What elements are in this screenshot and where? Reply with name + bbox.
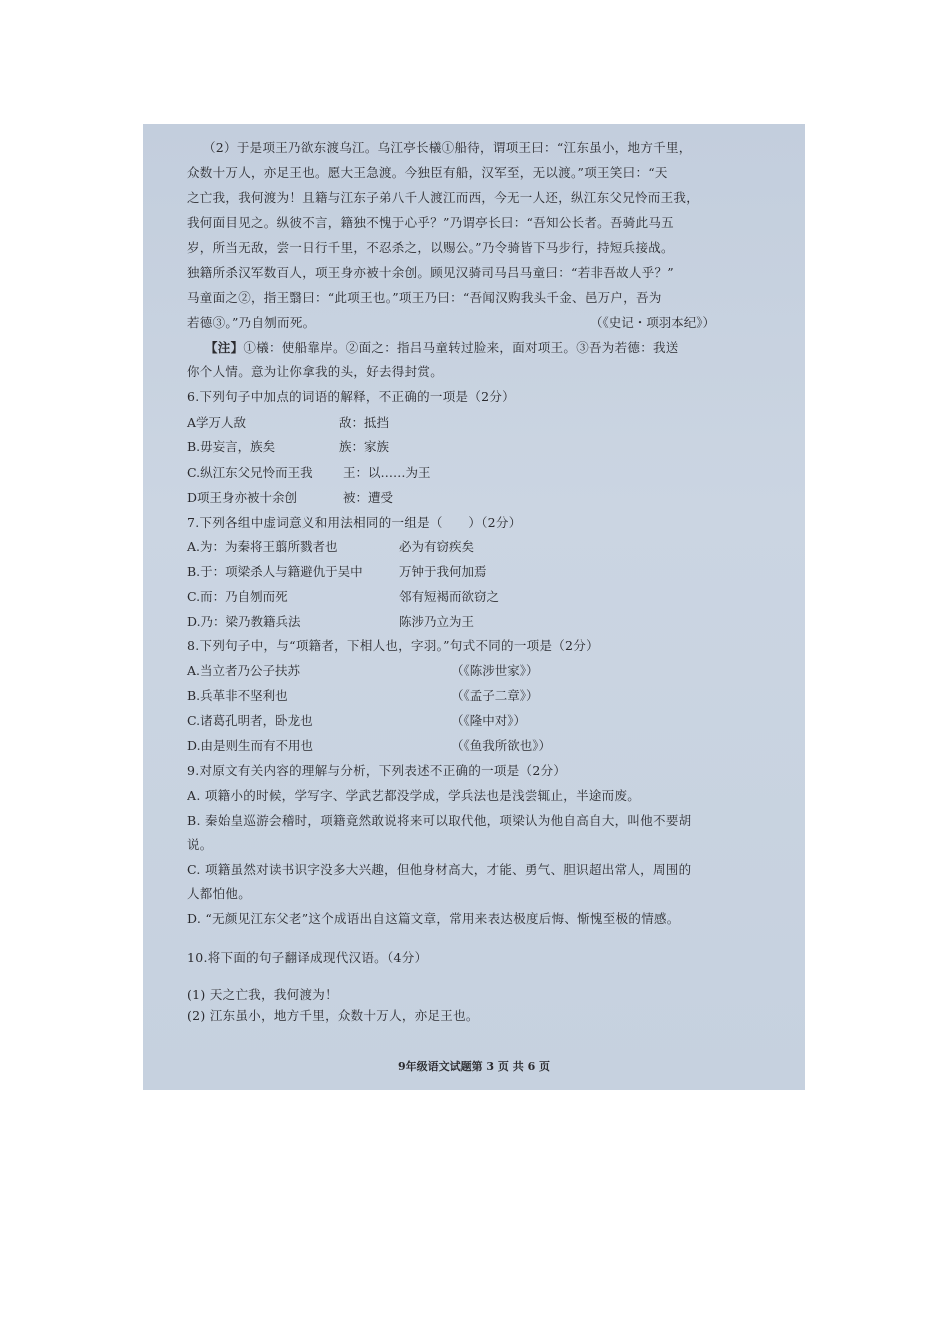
note-label: 【注】	[205, 340, 244, 355]
q6-option-a: A学万人敌	[187, 415, 247, 430]
q9-option-b: B. 秦始皇巡游会稽时，项籍竟然敢说将来可以取代他，项梁认为他自高自大，叫他不要胡	[187, 813, 692, 828]
q8-option-d: D.由是则生而有不用也	[187, 738, 314, 753]
q9-option-d: D. “无颜见江东父老”这个成语出自这篇文章，常用来表达极度后悔、惭愧至极的情感。	[187, 911, 680, 926]
q9-option-a: A. 项籍小的时候，学写字、学武艺都没学成，学兵法也是浅尝辄止，半途而废。	[187, 788, 641, 803]
passage-line: 马童面之②，指王翳曰：“此项王也。”项王乃曰：“吾闻汉购我头千金、邑万户，吾为	[187, 290, 662, 305]
q8-option-b: B.兵革非不坚利也	[187, 688, 288, 703]
passage-line: 若德③。”乃自刎而死。	[187, 315, 316, 330]
q10-sentence-1: (1) 天之亡我，我何渡为！	[187, 987, 338, 1002]
q6-stem: 6.下列句子中加点的词语的解释，不正确的一项是（2分）	[187, 389, 515, 404]
q8-option-b-source: （《孟子二章》）	[451, 688, 539, 703]
exam-page-photo	[143, 124, 805, 1090]
q8-option-c-source: （《隆中对》）	[451, 713, 527, 728]
q7-option-b: B.于：项梁杀人与籍避仇于吴中	[187, 564, 363, 579]
passage-line: 我何面目见之。纵彼不言，籍独不愧于心乎？”乃谓亭长曰：“吾知公长者。吾骑此马五	[187, 215, 674, 230]
q6-option-d-meaning: 被：遭受	[343, 490, 394, 505]
q7-option-a: A.为：为秦将王翦所戮者也	[187, 539, 338, 554]
q7-option-c-compare: 邻有短褐而欲窃之	[399, 589, 500, 604]
q8-stem: 8.下列句子中，与“项籍者，下相人也，字羽。”句式不同的一项是（2分）	[187, 638, 599, 653]
q9-option-c-cont: 人都怕他。	[187, 886, 252, 901]
q7-stem: 7.下列各组中虚词意义和用法相同的一组是（ ）（2分）	[187, 515, 522, 530]
q6-option-c: C.纵江东父兄怜而王我	[187, 465, 313, 480]
passage-line: 众数十万人，亦足王也。愿大王急渡。今独臣有船，汉军至，无以渡。”项王笑曰：“天	[187, 165, 668, 180]
passage-line: 岁，所当无敌，尝一日行千里，不忍杀之，以赐公。”乃令骑皆下马步行，持短兵接战。	[187, 240, 674, 255]
passage-line: （2）于是项王乃欲东渡乌江。乌江亭长檥①船待，谓项王曰：“江东虽小，地方千里，	[203, 140, 692, 155]
q9-option-b-cont: 说。	[187, 837, 213, 852]
q8-option-c: C.诸葛孔明者，卧龙也	[187, 713, 313, 728]
note-text: ①檥：使船靠岸。②面之：指吕马童转过脸来，面对项王。③吾为若德：我送	[243, 340, 679, 355]
q7-option-b-compare: 万钟于我何加焉	[399, 564, 487, 579]
q6-option-a-meaning: 敌：抵挡	[339, 415, 390, 430]
q6-option-c-meaning: 王：以……为王	[343, 465, 431, 480]
q7-option-d-compare: 陈涉乃立为王	[399, 614, 475, 629]
q7-option-c: C.而：乃自刎而死	[187, 589, 288, 604]
q10-stem: 10.将下面的句子翻译成现代汉语。（4分）	[187, 950, 428, 965]
q6-option-b: B.毋妄言，族矣	[187, 439, 276, 454]
q10-sentence-2: (2) 江东虽小，地方千里，众数十万人，亦足王也。	[187, 1008, 479, 1023]
passage-line: 之亡我，我何渡为！且籍与江东子弟八千人渡江而西，今无一人还，纵江东父兄怜而王我，	[187, 190, 700, 205]
q6-option-b-meaning: 族：家族	[339, 439, 390, 454]
note-line-2: 你个人情。意为让你拿我的头，好去得封赏。	[187, 364, 444, 379]
note-line	[205, 338, 769, 356]
page-footer: 9年级语文试题第 3 页 共 6 页	[397, 1060, 551, 1073]
q8-option-a: A.当立者乃公子扶苏	[187, 663, 301, 678]
q7-option-a-compare: 必为有窃疾矣	[399, 539, 475, 554]
q9-option-c: C. 项籍虽然对读书识字没多大兴趣，但他身材高大，才能、勇气、胆识超出常人，周围的	[187, 862, 692, 877]
q9-stem: 9.对原文有关内容的理解与分析，下列表述不正确的一项是（2分）	[187, 763, 567, 778]
passage-line: 独籍所杀汉军数百人，项王身亦被十余创。顾见汉骑司马吕马童曰：“若非吾故人乎？”	[187, 265, 674, 280]
q7-option-d: D.乃：梁乃教籍兵法	[187, 614, 301, 629]
q6-option-d: D项王身亦被十余创	[187, 490, 298, 505]
q8-option-a-source: （《陈涉世家》）	[451, 663, 539, 678]
passage-source: （《史记・项羽本纪》）	[589, 315, 715, 330]
q8-option-d-source: （《鱼我所欲也》）	[451, 738, 552, 753]
